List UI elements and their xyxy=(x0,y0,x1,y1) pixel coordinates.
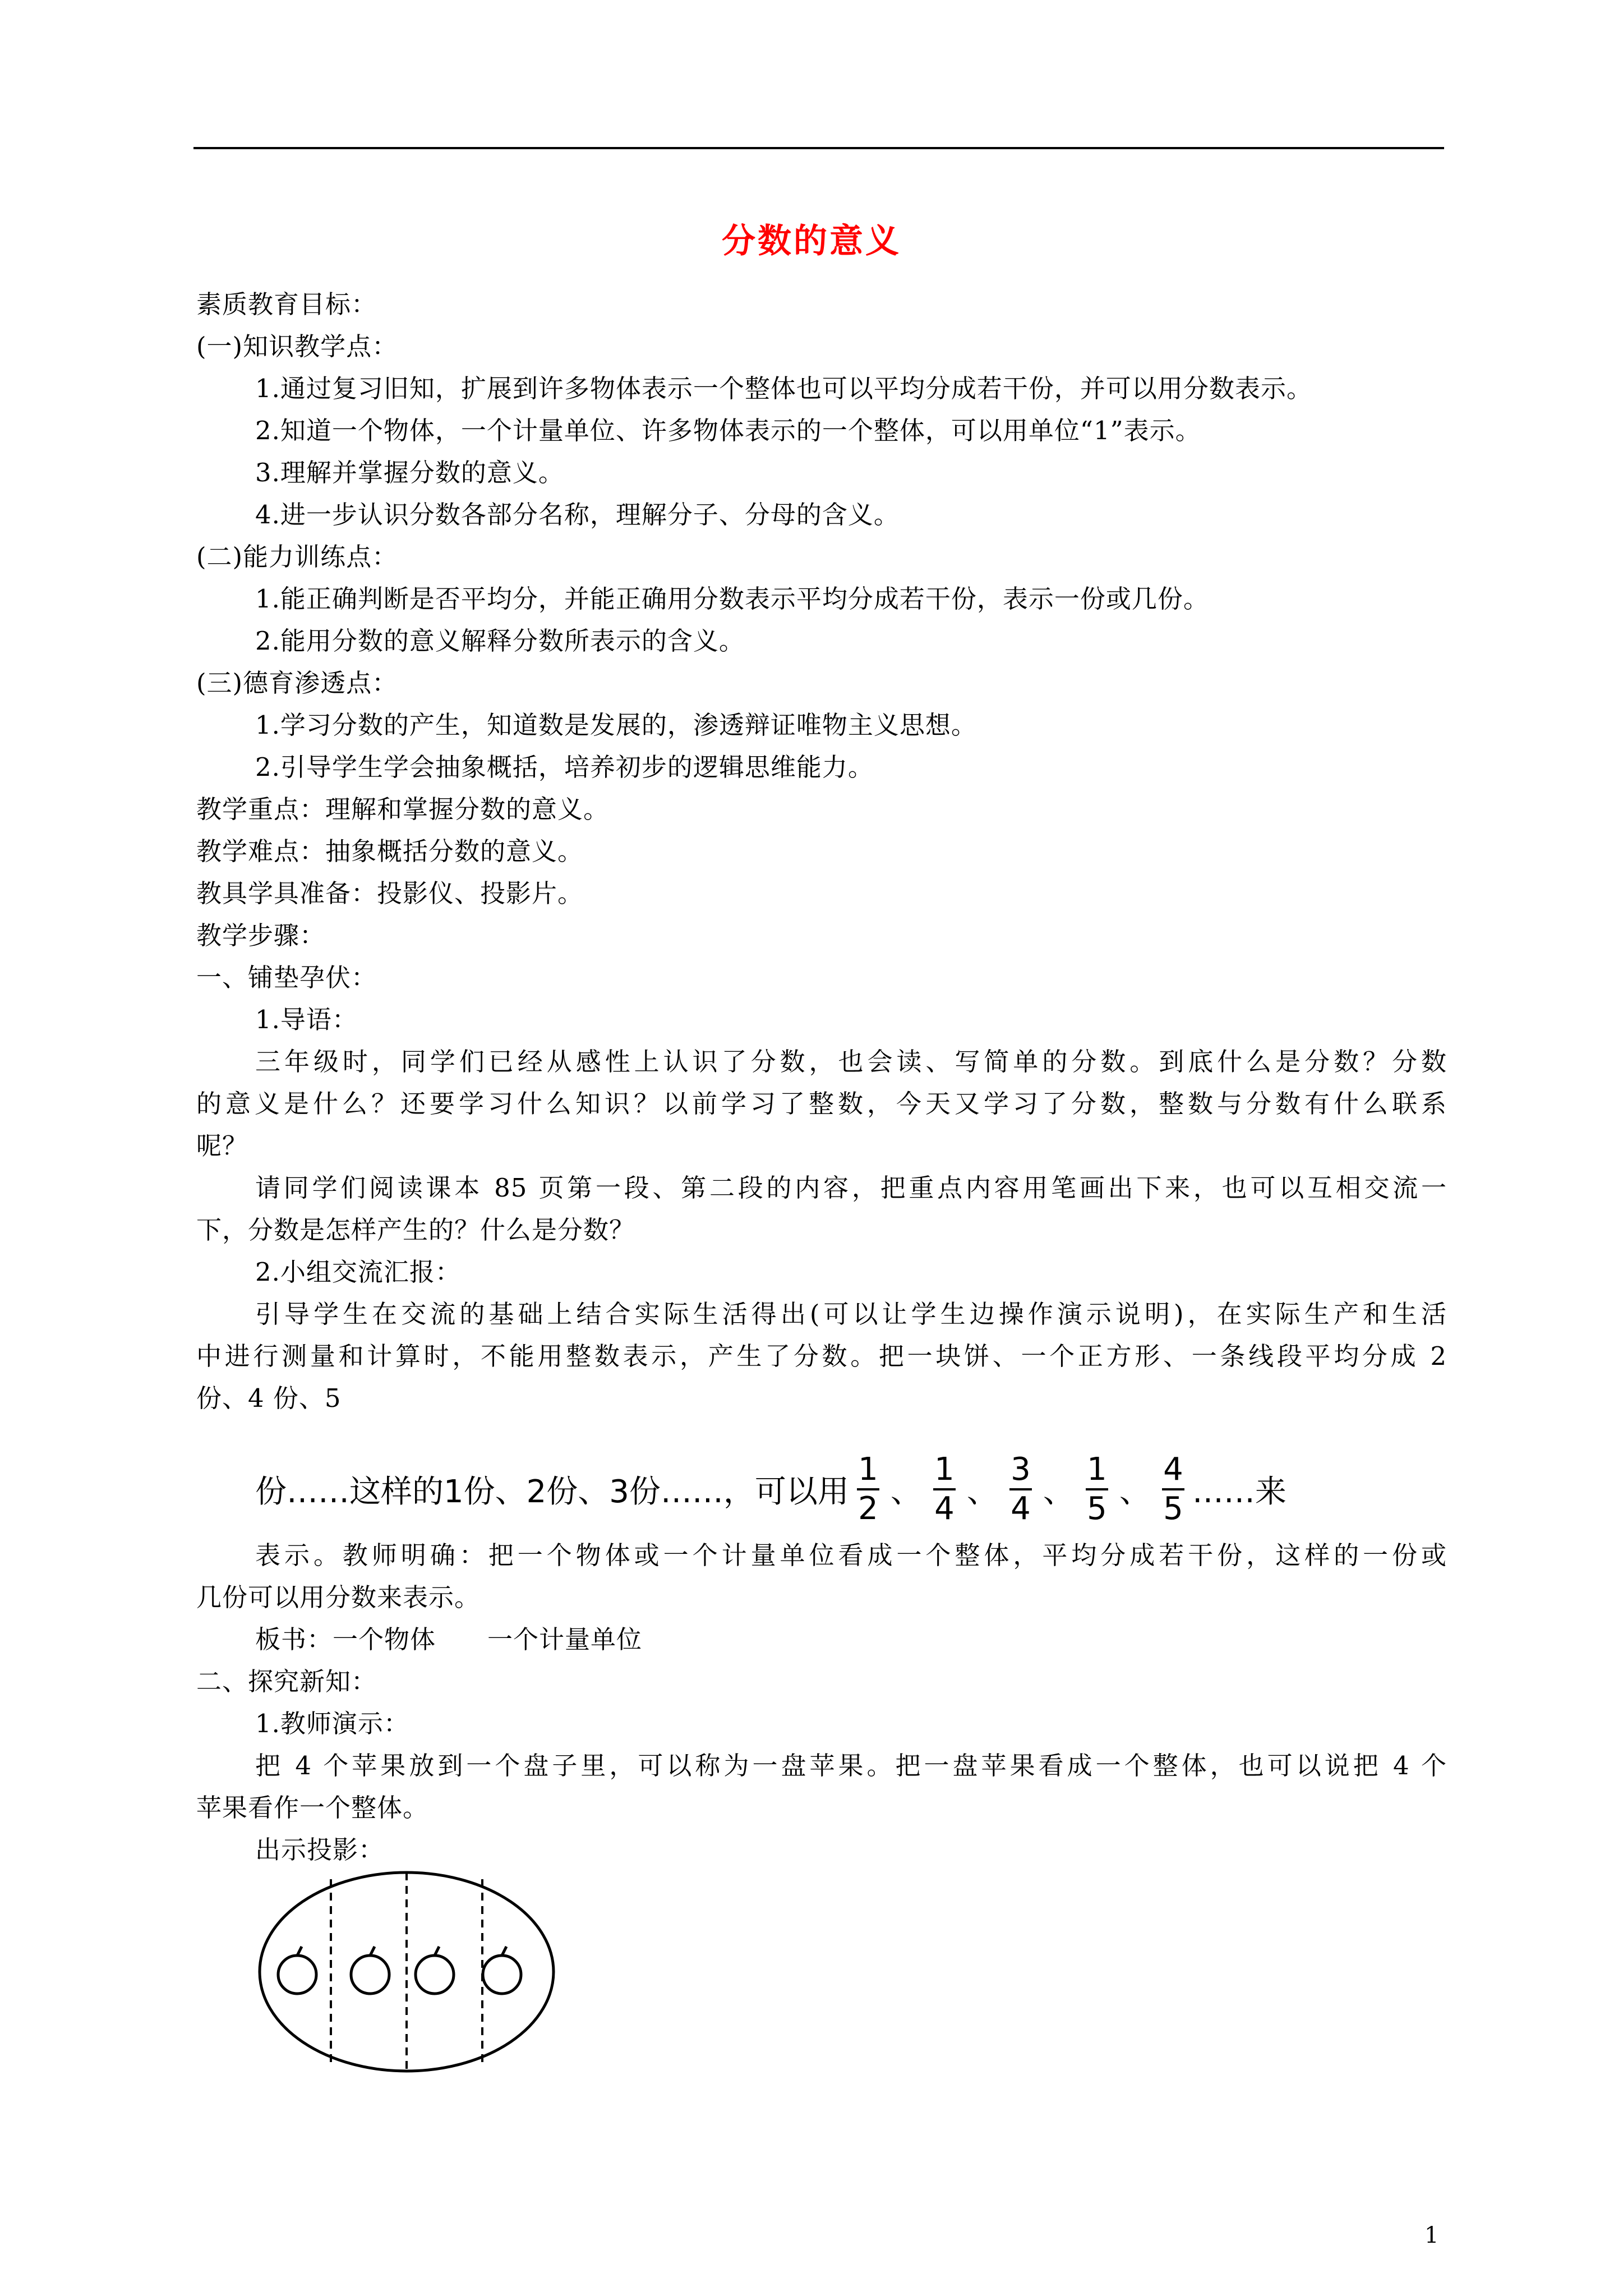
text-line: 请同学们阅读课本 85 页第一段、第二段的内容，把重点内容用笔画出下来，也可以互相交流一 xyxy=(255,1173,1447,1203)
section-heading: 教学步骤： xyxy=(196,921,326,950)
text-line: 中进行测量和计算时，不能用整数表示，产生了分数。把一块饼、一个正方形、一条线段平均分成 2 xyxy=(196,1341,1447,1371)
section-heading: 二、探究新知： xyxy=(196,1667,377,1696)
text-line: 的意义是什么？还要学习什么知识？以前学习了整数，今天又学习了分数，整数与分数有什么联系 xyxy=(196,1089,1447,1119)
text-line: 1.通过复习旧知，扩展到许多物体表示一个整体也可以平均分成若干份，并可以用分数表示。 xyxy=(255,374,1312,403)
text-line: 呢？ xyxy=(196,1131,248,1161)
fraction xyxy=(1086,1451,1108,1527)
text-line: 几份可以用分数来表示。 xyxy=(196,1582,481,1612)
text-line: 1.学习分数的产生，知道数是发展的，渗透辩证唯物主义思想。 xyxy=(255,710,977,740)
fraction-denominator: 5 xyxy=(1163,1490,1183,1527)
text-line: 教学难点：抽象概括分数的意义。 xyxy=(196,836,584,866)
fraction-separator: 、 xyxy=(890,1474,922,1510)
text-line: 2.小组交流汇报： xyxy=(255,1257,461,1287)
section-heading: 素质教育目标： xyxy=(196,289,377,319)
header-rule xyxy=(193,147,1444,149)
plate-of-apples-diagram xyxy=(255,1868,558,2076)
text-line: 2.知道一个物体，一个计量单位、许多物体表示的一个整体，可以用单位“1”表示。 xyxy=(255,416,1201,445)
text-line: 苹果看作一个整体。 xyxy=(196,1793,429,1823)
text-line: 份、4 份、5 xyxy=(196,1383,342,1413)
fraction-separator: 、 xyxy=(1043,1474,1075,1510)
subsection-heading: (三)德育渗透点： xyxy=(196,668,398,698)
fraction-denominator: 4 xyxy=(1011,1490,1031,1527)
text-line: 把 4 个苹果放到一个盘子里，可以称为一盘苹果。把一盘苹果看成一个整体，也可以说把 4 个 xyxy=(255,1751,1447,1780)
text-line: 1.教师演示： xyxy=(255,1709,409,1738)
page-number: 1 xyxy=(1424,2223,1439,2248)
fraction-separator: 、 xyxy=(1119,1474,1151,1510)
fraction xyxy=(1162,1451,1184,1527)
text-line: 2.引导学生学会抽象概括，培养初步的逻辑思维能力。 xyxy=(255,752,874,782)
fraction-numerator: 1 xyxy=(858,1451,878,1488)
text-line: 教具学具准备：投影仪、投影片。 xyxy=(196,878,584,908)
fraction-separator: 、 xyxy=(966,1474,998,1510)
fraction-numerator: 1 xyxy=(934,1451,955,1488)
fraction xyxy=(933,1451,956,1527)
text-line: 引导学生在交流的基础上结合实际生活得出(可以让学生边操作演示说明)，在实际生产和生活 xyxy=(255,1299,1447,1329)
fraction-denominator: 5 xyxy=(1087,1490,1107,1527)
fraction-denominator: 4 xyxy=(934,1490,955,1527)
fraction-image-row xyxy=(255,1442,1377,1537)
text-line: 4.进一步认识分数各部分名称，理解分子、分母的含义。 xyxy=(255,500,900,530)
fraction-row-suffix: ……来 xyxy=(1192,1474,1287,1510)
subsection-heading: (二)能力训练点： xyxy=(196,542,398,572)
apple-icon xyxy=(278,1947,316,1994)
apple-icon xyxy=(416,1947,454,1994)
text-line: 2.能用分数的意义解释分数所表示的含义。 xyxy=(255,626,745,656)
section-heading: 一、铺垫孕伏： xyxy=(196,963,377,992)
text-line: 三年级时，同学们已经从感性上认识了分数，也会读、写简单的分数。到底什么是分数？分数 xyxy=(255,1047,1447,1076)
apple-icon xyxy=(483,1947,521,1994)
page-title: 分数的意义 xyxy=(722,222,901,261)
text-line: 1.导语： xyxy=(255,1005,358,1034)
fraction xyxy=(1009,1451,1032,1527)
fraction-numerator: 3 xyxy=(1011,1451,1031,1488)
text-line: 板书：一个物体 一个计量单位 xyxy=(255,1625,643,1654)
text-line: 3.理解并掌握分数的意义。 xyxy=(255,458,564,487)
subsection-heading: (一)知识教学点： xyxy=(196,332,398,361)
text-line: 下，分数是怎样产生的？什么是分数？ xyxy=(196,1215,635,1245)
fraction-denominator: 2 xyxy=(858,1490,878,1527)
text-line: 1.能正确判断是否平均分，并能正确用分数表示平均分成若干份，表示一份或几份。 xyxy=(255,584,1209,614)
apple-icon xyxy=(351,1947,389,1994)
text-line: 教学重点：理解和掌握分数的意义。 xyxy=(196,794,610,824)
fraction-numerator: 4 xyxy=(1163,1451,1183,1488)
fraction-row-prefix: 份……这样的1份、2份、3份……，可以用 xyxy=(255,1474,849,1510)
text-line: 表示。教师明确：把一个物体或一个计量单位看成一个整体，平均分成若干份，这样的一份或 xyxy=(255,1540,1447,1570)
fraction-numerator: 1 xyxy=(1087,1451,1107,1488)
fraction xyxy=(857,1451,879,1527)
text-line: 出示投影： xyxy=(255,1835,385,1865)
